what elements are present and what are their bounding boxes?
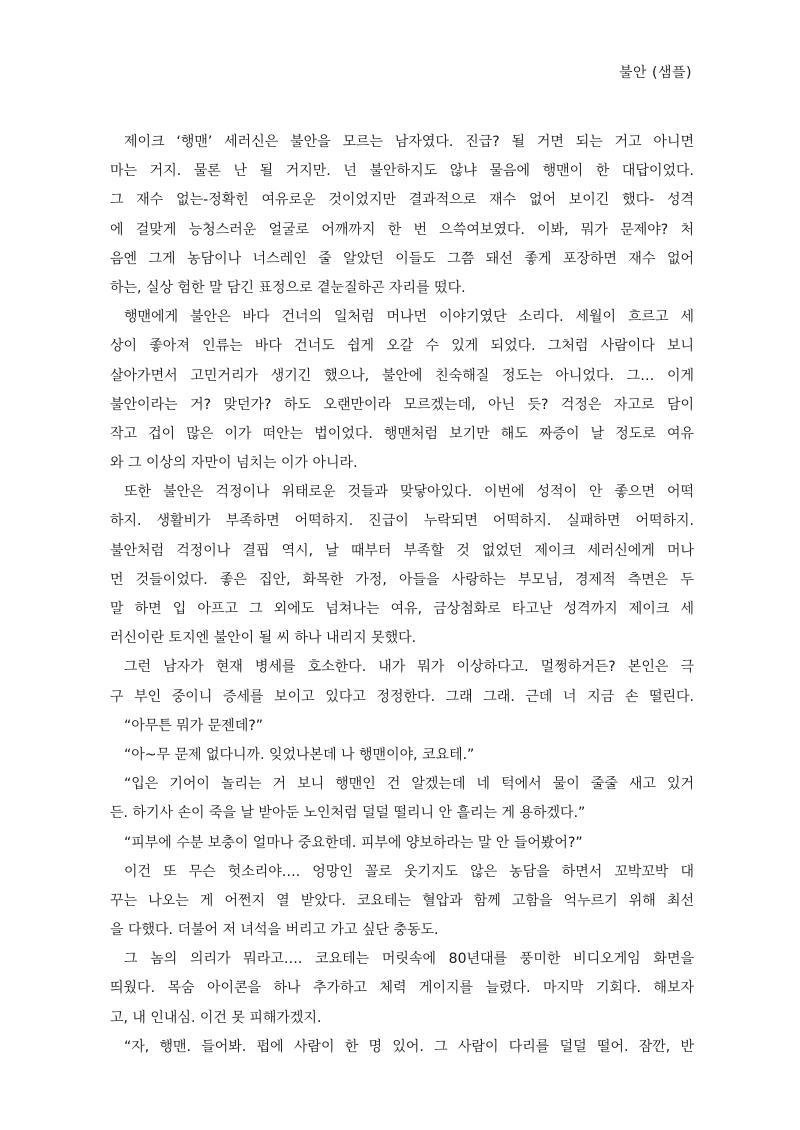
text-line: 행맨에게 불안은 바다 건너의 일처럼 머나먼 이야기였단 소리다. 세월이 흐르고 세 bbox=[124, 309, 694, 326]
dialogue-line: “입은 기어이 놀리는 거 보니 행맨인 건 알겠는데 네 턱에서 물이 줄줄 새고 있거 bbox=[124, 776, 694, 793]
text-line: 구 부인 중이니 증세를 보이고 있다고 정정한다. 그래 그래. 근데 너 지금 손 떨린다. bbox=[110, 688, 694, 705]
text-line: 띄웠다. 목숨 아이콘을 하나 추가하고 체력 게이지를 늘렸다. 마지막 기회다. 해보자 bbox=[110, 980, 694, 997]
text-line: 을 다했다. 더불어 저 녀석을 버리고 가고 싶단 충동도. bbox=[110, 922, 439, 939]
text-line: 음엔 그게 농담이나 너스레인 줄 알았던 이들도 그쯤 돼선 좋게 포장하면 재수 없어 bbox=[110, 250, 694, 267]
text-line: 하는, 실상 험한 말 담긴 표정으로 곁눈질하곤 자리를 떴다. bbox=[110, 279, 466, 296]
text-line: 그런 남자가 현재 병세를 호소한다. 내가 뭐가 이상하다고. 멀쩡하거든? 본인은 극 bbox=[124, 659, 694, 676]
text-line: 마는 거지. 물론 난 될 거지만. 넌 불안하지도 않냐 물음에 행맨이 한 대답이었다. bbox=[110, 163, 694, 180]
text-line: 와 그 이상의 자만이 넘치는 이가 아니라. bbox=[110, 455, 358, 472]
text-line: 살아가면서 고민거리가 생기긴 했으나, 불안에 친숙해질 정도는 아니었다. 그… 이게 bbox=[110, 367, 694, 384]
text-line: 불안이라는 거? 맞던가? 하도 오랜만이라 모르겠는데, 아닌 듯? 걱정은 자고로 담이 bbox=[110, 396, 694, 413]
text-line: 불안처럼 걱정이나 결핍 역시, 날 때부터 부족할 것 없었던 제이크 세러신에게 머나 bbox=[110, 542, 694, 559]
dialogue-line: “피부에 수분 보충이 얼마나 중요한데. 피부에 양보하라는 말 안 들어봤어?” bbox=[124, 834, 583, 851]
dialogue-line: “자, 행맨. 들어봐. 펍에 사람이 한 명 있어. 그 사람이 다리를 덜덜 떨어. 잠깐, 반 bbox=[124, 1038, 694, 1055]
body-text bbox=[110, 128, 694, 1062]
dialogue-line: 든. 하기사 손이 죽을 날 받아둔 노인처럼 덜덜 떨리니 안 흘리는 게 용하겠다.” bbox=[110, 805, 586, 822]
text-line: 그 재수 없는-정확힌 여유로운 것이었지만 결과적으로 재수 없어 보이긴 했다- 성격 bbox=[110, 192, 694, 209]
text-line: 말 하면 입 아프고 그 외에도 넘쳐나는 여유, 금상첨화로 타고난 성격까지 제이크 세 bbox=[110, 601, 694, 617]
text-line: 이건 또 무슨 헛소리야…. 엉망인 꼴로 웃기지도 않은 농담을 하면서 꼬박꼬박 대 bbox=[124, 863, 694, 880]
text-line: 러신이란 토지엔 불안이 될 씨 하나 내리지 못했다. bbox=[110, 630, 417, 647]
text-line: 제이크 ‘행맨’ 세러신은 불안을 모르는 남자였다. 진급? 될 거면 되는 거고 아니면 bbox=[124, 134, 694, 150]
text-line: 또한 불안은 걱정이나 위태로운 것들과 맞닿아있다. 이번에 성적이 안 좋으면 어떡 bbox=[124, 484, 694, 501]
text-line: 꾸는 나오는 게 어쩐지 열 받았다. 코요테는 혈압과 함께 고함을 억누르기 위해 최선 bbox=[110, 892, 694, 909]
text-line: 에 걸맞게 능청스러운 얼굴로 어깨까지 한 번 으쓱여보였다. 이봐, 뭐가 문제야? 처 bbox=[110, 221, 694, 238]
text-line: 상이 좋아져 인류는 바다 건너도 쉽게 오갈 수 있게 되었다. 그처럼 사람이다 보니 bbox=[110, 338, 694, 355]
dialogue-line: “아무튼 뭐가 문젠데?” bbox=[124, 717, 264, 734]
text-line: 고, 내 인내심. 이건 못 피해가겠지. bbox=[110, 1009, 322, 1026]
text-line: 먼 것들이었다. 좋은 집안, 화목한 가정, 아들을 사랑하는 부모님, 경제적 측면은 두 bbox=[110, 571, 694, 588]
text-line: 하지. 생활비가 부족하면 어떡하지. 진급이 누락되면 어떡하지. 실패하면 어떡하지. bbox=[110, 513, 694, 530]
text-line: 작고 겁이 많은 이가 떠안는 법이었다. 행맨처럼 보기만 해도 짜증이 날 정도로 여유 bbox=[110, 425, 694, 442]
text-line: 그 놈의 의리가 뭐라고…. 코요테는 머릿속에 80년대를 풍미한 비디오게임 화면을 bbox=[124, 951, 694, 968]
running-header: 불안 (샘플) bbox=[619, 65, 692, 81]
dialogue-line: “아~무 문제 없다니까. 잊었나본데 나 행맨이야, 코요테.” bbox=[124, 746, 475, 763]
